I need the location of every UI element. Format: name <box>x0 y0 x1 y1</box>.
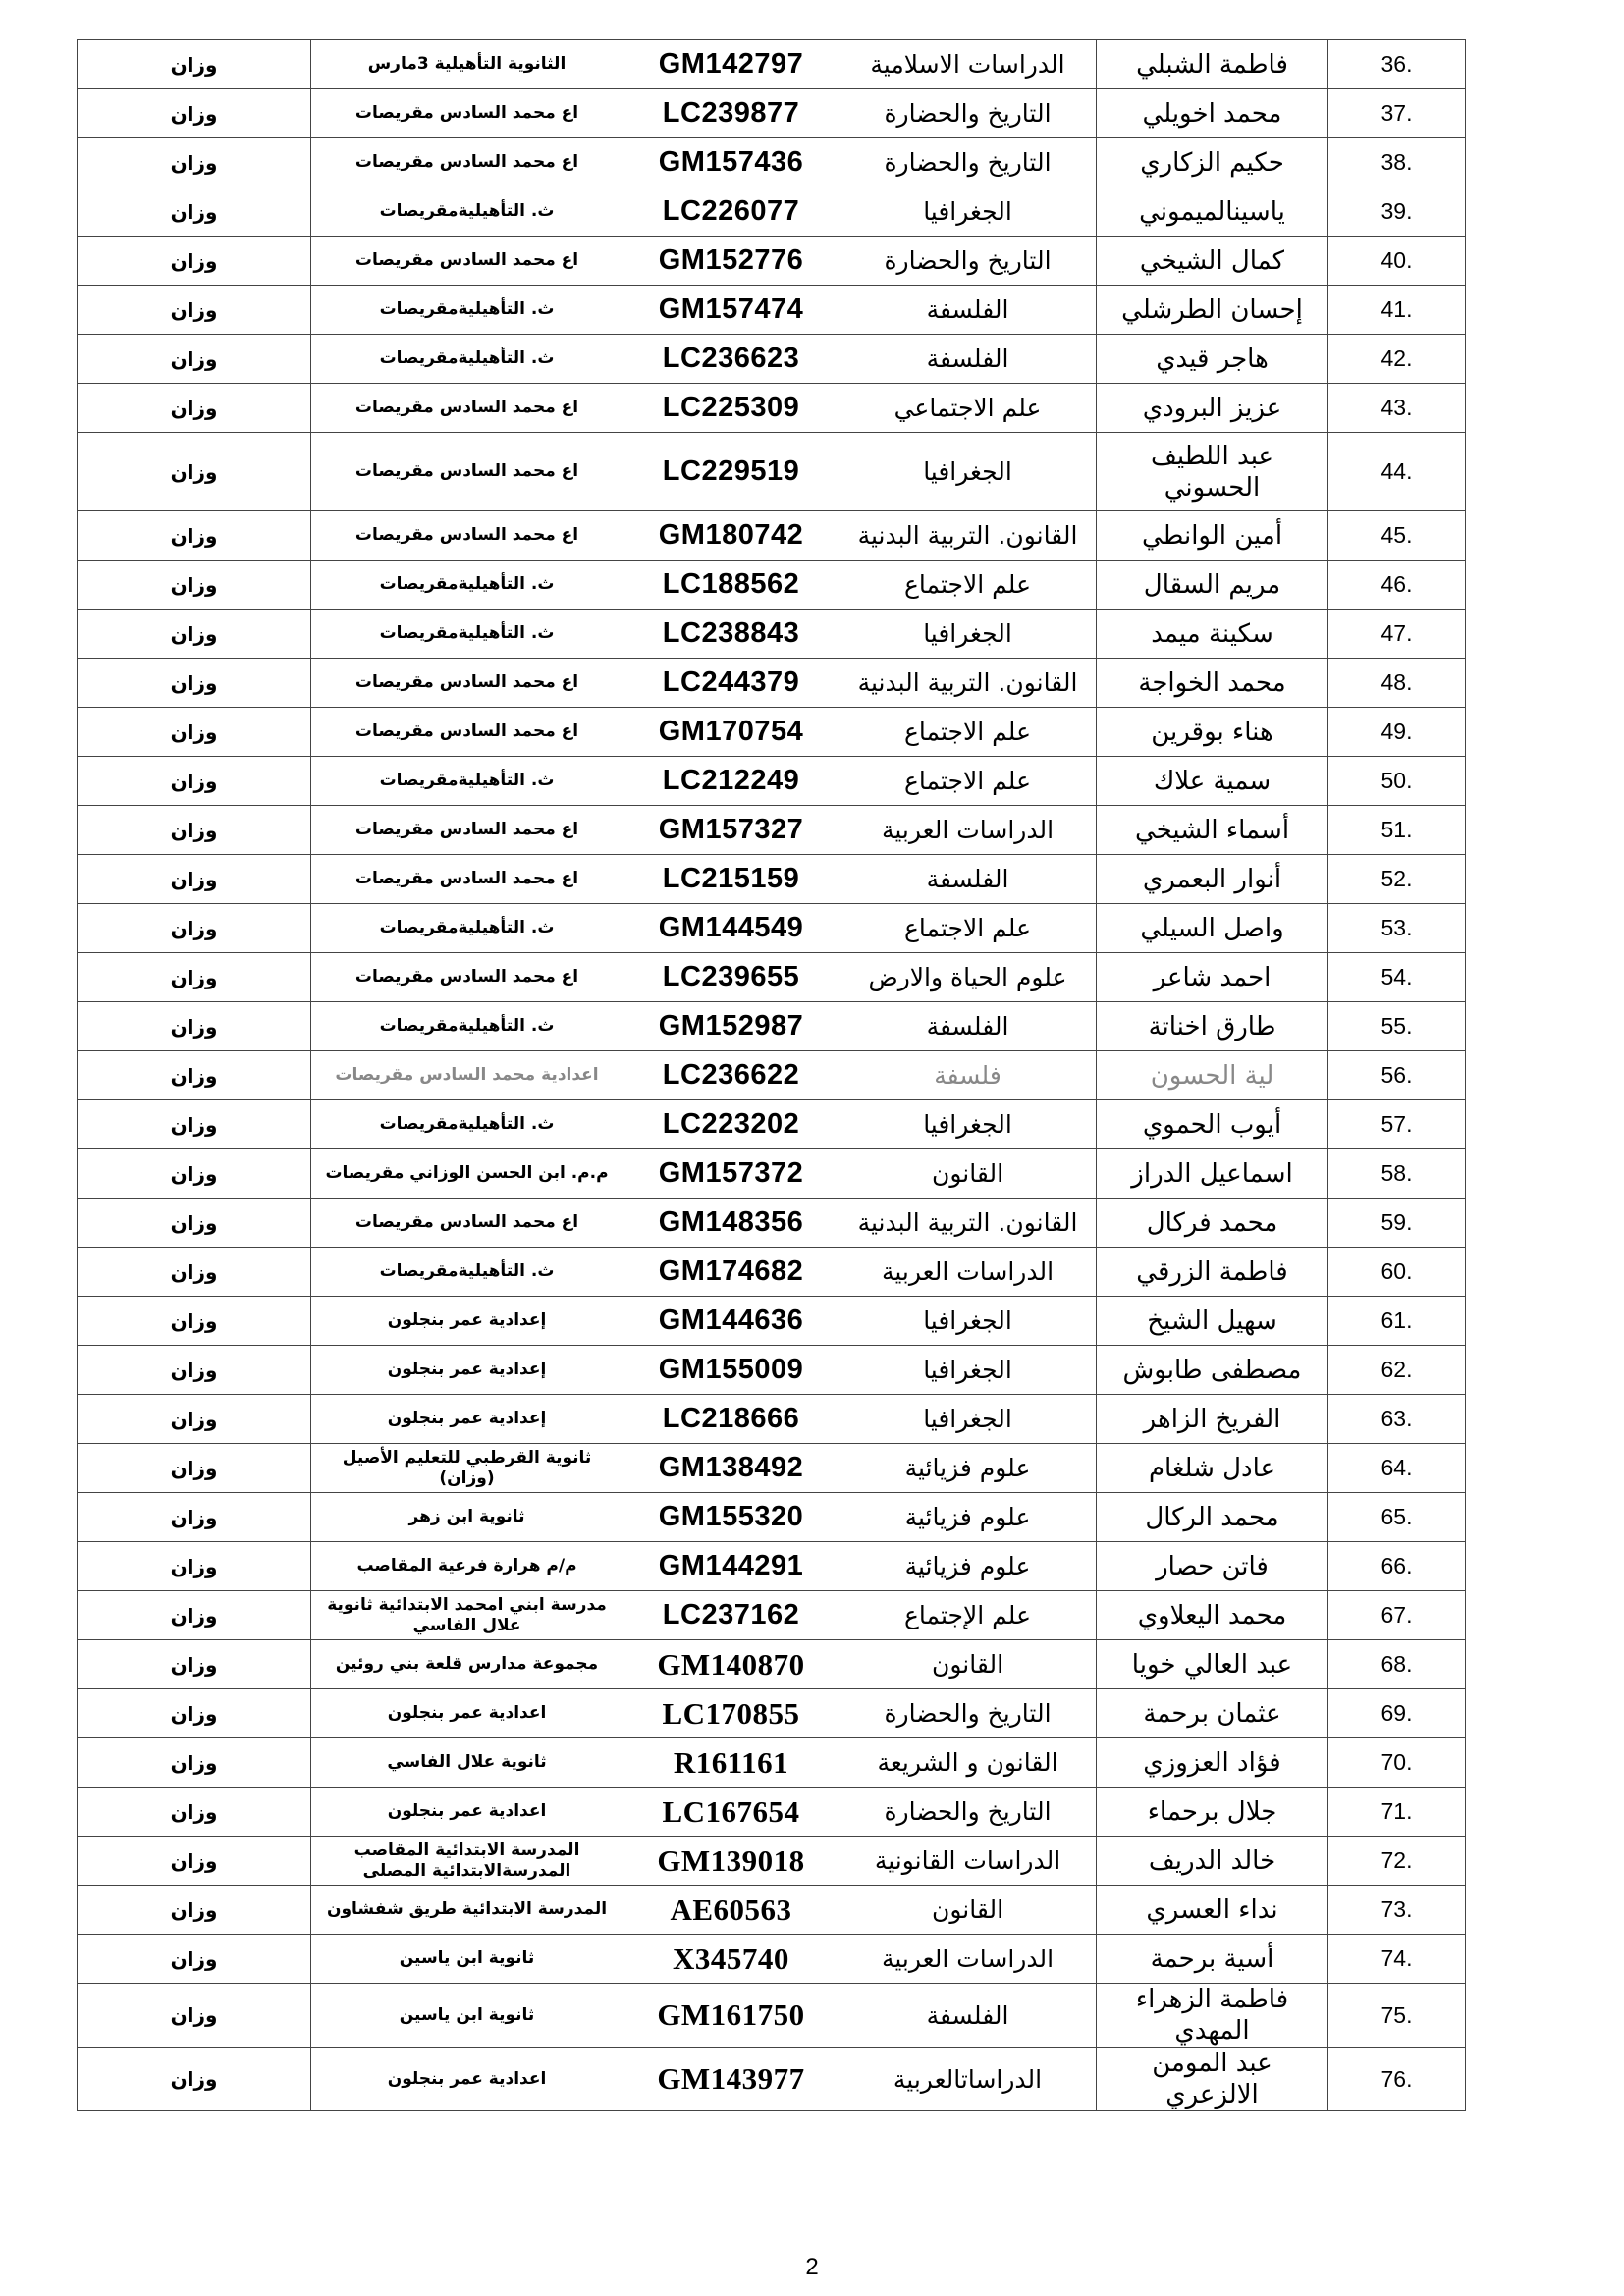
row-number-cell: 68. <box>1328 1640 1466 1689</box>
specialty-cell: علوم فزيائية <box>839 1493 1097 1542</box>
row-number-cell: 75. <box>1328 1984 1466 2048</box>
city-cell: وزان <box>78 757 311 806</box>
name-cell: أنوار البعمري <box>1097 855 1328 904</box>
name-cell: أسماء الشيخي <box>1097 806 1328 855</box>
table-row <box>78 953 1466 1002</box>
city-cell: وزان <box>78 2048 311 2111</box>
school-cell: اعدادية عمر بنجلون <box>311 2048 623 2111</box>
specialty-cell: علوم فزيائية <box>839 1444 1097 1493</box>
id-number-cell: GM139018 <box>623 1837 839 1886</box>
city-cell: وزان <box>78 1199 311 1248</box>
table-row <box>78 1297 1466 1346</box>
school-cell: اع محمد السادس مقريصات <box>311 511 623 561</box>
name-cell: سكينة ميمد <box>1097 610 1328 659</box>
id-number-cell: LC167654 <box>623 1788 839 1837</box>
id-number-cell: AE60563 <box>623 1886 839 1935</box>
specialty-cell: الدراسات الاسلامية <box>839 40 1097 89</box>
id-number-cell: LC239877 <box>623 89 839 138</box>
table-row <box>78 433 1466 511</box>
specialty-cell: الجغرافيا <box>839 187 1097 237</box>
specialty-cell: التاريخ والحضارة <box>839 138 1097 187</box>
id-number-cell: GM142797 <box>623 40 839 89</box>
school-cell: ث. التأهيليةمقريصات <box>311 187 623 237</box>
table-row <box>78 1444 1466 1493</box>
specialty-cell: علوم الحياة والارض <box>839 953 1097 1002</box>
row-number-cell: 46. <box>1328 561 1466 610</box>
school-cell: ثانوية علال الفاسي <box>311 1738 623 1788</box>
table-row <box>78 757 1466 806</box>
school-cell: ث. التأهيليةمقريصات <box>311 286 623 335</box>
id-number-cell: GM157327 <box>623 806 839 855</box>
specialty-cell: القانون <box>839 1886 1097 1935</box>
specialty-cell: الفلسفة <box>839 1002 1097 1051</box>
table-row <box>78 1100 1466 1149</box>
school-cell: إعدادية عمر بنجلون <box>311 1297 623 1346</box>
name-cell: عبد اللطيف الحسوني <box>1097 433 1328 511</box>
city-cell: وزان <box>78 89 311 138</box>
page-number: 2 <box>805 2254 819 2280</box>
name-cell: لية الحسون <box>1097 1051 1328 1100</box>
row-number-cell: 67. <box>1328 1591 1466 1640</box>
school-cell: اع محمد السادس مقريصات <box>311 89 623 138</box>
city-cell: وزان <box>78 561 311 610</box>
id-number-cell: GM180742 <box>623 511 839 561</box>
name-cell: مريم السقال <box>1097 561 1328 610</box>
table-row <box>78 1738 1466 1788</box>
table-row <box>78 335 1466 384</box>
school-cell: مجموعة مدارس قلعة بني روئين <box>311 1640 623 1689</box>
school-cell: اعدادية عمر بنجلون <box>311 1689 623 1738</box>
city-cell: وزان <box>78 855 311 904</box>
name-cell: اسماعيل الدراز <box>1097 1149 1328 1199</box>
table-row <box>78 384 1466 433</box>
row-number-cell: 51. <box>1328 806 1466 855</box>
school-cell: ث. التأهيليةمقريصات <box>311 757 623 806</box>
city-cell: وزان <box>78 708 311 757</box>
school-cell: ثانوية ابن ياسين <box>311 1984 623 2048</box>
table-row <box>78 89 1466 138</box>
school-cell: ث. التأهيليةمقريصات <box>311 335 623 384</box>
specialty-cell: علم الاجتماع <box>839 904 1097 953</box>
name-cell: خالد الدريف <box>1097 1837 1328 1886</box>
id-number-cell: GM138492 <box>623 1444 839 1493</box>
table-row <box>78 40 1466 89</box>
name-cell: فاطمة الزهراء المهدي <box>1097 1984 1328 2048</box>
name-cell: حكيم الزكاري <box>1097 138 1328 187</box>
name-cell: أمين الوانطي <box>1097 511 1328 561</box>
table-row <box>78 1935 1466 1984</box>
id-number-cell: GM143977 <box>623 2048 839 2111</box>
specialty-cell: علوم فزيائية <box>839 1542 1097 1591</box>
table-row <box>78 1886 1466 1935</box>
row-number-cell: 47. <box>1328 610 1466 659</box>
table-row <box>78 1788 1466 1837</box>
school-cell: اع محمد السادس مقريصات <box>311 138 623 187</box>
id-number-cell: LC239655 <box>623 953 839 1002</box>
name-cell: سهيل الشيخ <box>1097 1297 1328 1346</box>
table-row <box>78 1395 1466 1444</box>
city-cell: وزان <box>78 1149 311 1199</box>
name-cell: هناء بوقرين <box>1097 708 1328 757</box>
school-cell: إعدادية عمر بنجلون <box>311 1395 623 1444</box>
city-cell: وزان <box>78 1591 311 1640</box>
specialty-cell: التاريخ والحضارة <box>839 89 1097 138</box>
specialty-cell: الدراسات العربية <box>839 806 1097 855</box>
name-cell: فاطمة الزرقي <box>1097 1248 1328 1297</box>
city-cell: وزان <box>78 953 311 1002</box>
school-cell: ثانوية ابن زهر <box>311 1493 623 1542</box>
row-number-cell: 64. <box>1328 1444 1466 1493</box>
city-cell: وزان <box>78 1738 311 1788</box>
school-cell: ث. التأهيليةمقريصات <box>311 1100 623 1149</box>
id-number-cell: LC170855 <box>623 1689 839 1738</box>
school-cell: اع محمد السادس مقريصات <box>311 806 623 855</box>
specialty-cell: علم الاجتماعي <box>839 384 1097 433</box>
name-cell: الفريخ الزاهر <box>1097 1395 1328 1444</box>
row-number-cell: 73. <box>1328 1886 1466 1935</box>
id-number-cell: GM174682 <box>623 1248 839 1297</box>
table-row <box>78 1493 1466 1542</box>
specialty-cell: الدراسات القانونية <box>839 1837 1097 1886</box>
table-row <box>78 806 1466 855</box>
table-row <box>78 561 1466 610</box>
row-number-cell: 53. <box>1328 904 1466 953</box>
id-number-cell: LC226077 <box>623 187 839 237</box>
city-cell: وزان <box>78 40 311 89</box>
school-cell: اع محمد السادس مقريصات <box>311 659 623 708</box>
specialty-cell: الجغرافيا <box>839 610 1097 659</box>
school-cell: ثانوية القرطبي للتعليم الأصيل (وزان) <box>311 1444 623 1493</box>
name-cell: نداء العسري <box>1097 1886 1328 1935</box>
city-cell: وزان <box>78 335 311 384</box>
specialty-cell: التاريخ والحضارة <box>839 237 1097 286</box>
table-row <box>78 237 1466 286</box>
row-number-cell: 42. <box>1328 335 1466 384</box>
id-number-cell: GM157474 <box>623 286 839 335</box>
name-cell: أيوب الحموي <box>1097 1100 1328 1149</box>
name-cell: عزيز البرودي <box>1097 384 1328 433</box>
city-cell: وزان <box>78 187 311 237</box>
school-cell: إعدادية عمر بنجلون <box>311 1346 623 1395</box>
table-row <box>78 1640 1466 1689</box>
row-number-cell: 37. <box>1328 89 1466 138</box>
id-number-cell: GM161750 <box>623 1984 839 2048</box>
city-cell: وزان <box>78 1297 311 1346</box>
row-number-cell: 70. <box>1328 1738 1466 1788</box>
city-cell: وزان <box>78 1542 311 1591</box>
table-row <box>78 1149 1466 1199</box>
name-cell: إحسان الطرشلي <box>1097 286 1328 335</box>
specialty-cell: علم الاجتماع <box>839 561 1097 610</box>
city-cell: وزان <box>78 286 311 335</box>
name-cell: طارق اخناتة <box>1097 1002 1328 1051</box>
row-number-cell: 61. <box>1328 1297 1466 1346</box>
id-number-cell: LC188562 <box>623 561 839 610</box>
city-cell: وزان <box>78 237 311 286</box>
row-number-cell: 72. <box>1328 1837 1466 1886</box>
city-cell: وزان <box>78 1002 311 1051</box>
specialty-cell: الجغرافيا <box>839 1297 1097 1346</box>
name-cell: مصطفى طابوش <box>1097 1346 1328 1395</box>
city-cell: وزان <box>78 1444 311 1493</box>
school-cell: اعدادية محمد السادس مقريصات <box>311 1051 623 1100</box>
table-row <box>78 138 1466 187</box>
name-cell: احمد شاعر <box>1097 953 1328 1002</box>
city-cell: وزان <box>78 610 311 659</box>
city-cell: وزان <box>78 1346 311 1395</box>
specialty-cell: الجغرافيا <box>839 1395 1097 1444</box>
name-cell: فاطمة الشبلي <box>1097 40 1328 89</box>
name-cell: عبد العالي خويا <box>1097 1640 1328 1689</box>
id-number-cell: LC236623 <box>623 335 839 384</box>
table-row <box>78 1051 1466 1100</box>
specialty-cell: القانون. التربية البدنية <box>839 659 1097 708</box>
row-number-cell: 40. <box>1328 237 1466 286</box>
specialty-cell: القانون. التربية البدنية <box>839 1199 1097 1248</box>
id-number-cell: LC229519 <box>623 433 839 511</box>
id-number-cell: LC215159 <box>623 855 839 904</box>
table-row <box>78 659 1466 708</box>
row-number-cell: 39. <box>1328 187 1466 237</box>
id-number-cell: GM170754 <box>623 708 839 757</box>
school-cell: المدرسة الابتدائية المقاصب المدرسةالابتدائية المصلى <box>311 1837 623 1886</box>
row-number-cell: 58. <box>1328 1149 1466 1199</box>
row-number-cell: 76. <box>1328 2048 1466 2111</box>
table-row <box>78 286 1466 335</box>
id-number-cell: LC244379 <box>623 659 839 708</box>
row-number-cell: 74. <box>1328 1935 1466 1984</box>
row-number-cell: 54. <box>1328 953 1466 1002</box>
specialty-cell: علم الاجتماع <box>839 708 1097 757</box>
name-cell: ياسينالميموني <box>1097 187 1328 237</box>
row-number-cell: 56. <box>1328 1051 1466 1100</box>
specialty-cell: الجغرافيا <box>839 1346 1097 1395</box>
school-cell: ث. التأهيليةمقريصات <box>311 1248 623 1297</box>
name-cell: محمد اخويلي <box>1097 89 1328 138</box>
name-cell: عبد المومن الالزعري <box>1097 2048 1328 2111</box>
name-cell: جلال برحماء <box>1097 1788 1328 1837</box>
id-number-cell: GM155320 <box>623 1493 839 1542</box>
table-row <box>78 187 1466 237</box>
city-cell: وزان <box>78 1395 311 1444</box>
school-cell: اع محمد السادس مقريصات <box>311 384 623 433</box>
school-cell: ثانوية ابن ياسين <box>311 1935 623 1984</box>
row-number-cell: 57. <box>1328 1100 1466 1149</box>
school-cell: اع محمد السادس مقريصات <box>311 433 623 511</box>
city-cell: وزان <box>78 138 311 187</box>
id-number-cell: GM157372 <box>623 1149 839 1199</box>
name-cell: عثمان برحمة <box>1097 1689 1328 1738</box>
city-cell: وزان <box>78 1100 311 1149</box>
id-number-cell: GM155009 <box>623 1346 839 1395</box>
specialty-cell: الفلسفة <box>839 855 1097 904</box>
city-cell: وزان <box>78 433 311 511</box>
specialty-cell: فلسفة <box>839 1051 1097 1100</box>
name-cell: محمد الخواجة <box>1097 659 1328 708</box>
city-cell: وزان <box>78 1837 311 1886</box>
table-row <box>78 1689 1466 1738</box>
table-row <box>78 904 1466 953</box>
id-number-cell: GM144549 <box>623 904 839 953</box>
row-number-cell: 69. <box>1328 1689 1466 1738</box>
row-number-cell: 65. <box>1328 1493 1466 1542</box>
city-cell: وزان <box>78 904 311 953</box>
specialty-cell: الفلسفة <box>839 335 1097 384</box>
school-cell: اع محمد السادس مقريصات <box>311 237 623 286</box>
school-cell: اع محمد السادس مقريصات <box>311 953 623 1002</box>
specialty-cell: التاريخ والحضارة <box>839 1689 1097 1738</box>
specialty-cell: علم الإجتماع <box>839 1591 1097 1640</box>
city-cell: وزان <box>78 1640 311 1689</box>
table-row <box>78 1248 1466 1297</box>
city-cell: وزان <box>78 1051 311 1100</box>
specialty-cell: القانون. التربية البدنية <box>839 511 1097 561</box>
row-number-cell: 60. <box>1328 1248 1466 1297</box>
id-number-cell: GM148356 <box>623 1199 839 1248</box>
table-row <box>78 610 1466 659</box>
id-number-cell: LC225309 <box>623 384 839 433</box>
id-number-cell: LC238843 <box>623 610 839 659</box>
school-cell: م.م. ابن الحسن الوزاني مقريصات <box>311 1149 623 1199</box>
name-cell: سمية علاك <box>1097 757 1328 806</box>
id-number-cell: LC212249 <box>623 757 839 806</box>
name-cell: محمد اليعلاوي <box>1097 1591 1328 1640</box>
city-cell: وزان <box>78 1689 311 1738</box>
id-number-cell: GM152987 <box>623 1002 839 1051</box>
city-cell: وزان <box>78 1788 311 1837</box>
row-number-cell: 55. <box>1328 1002 1466 1051</box>
row-number-cell: 38. <box>1328 138 1466 187</box>
city-cell: وزان <box>78 659 311 708</box>
row-number-cell: 41. <box>1328 286 1466 335</box>
specialty-cell: الفلسفة <box>839 1984 1097 2048</box>
school-cell: المدرسة الابتدائية طريق شفشاون <box>311 1886 623 1935</box>
specialty-cell: القانون و الشريعة <box>839 1738 1097 1788</box>
specialty-cell: الدراساتالعربية <box>839 2048 1097 2111</box>
specialty-cell: القانون <box>839 1640 1097 1689</box>
id-number-cell: GM144636 <box>623 1297 839 1346</box>
school-cell: ث. التأهيليةمقريصات <box>311 610 623 659</box>
row-number-cell: 44. <box>1328 433 1466 511</box>
row-number-cell: 62. <box>1328 1346 1466 1395</box>
city-cell: وزان <box>78 1935 311 1984</box>
table-row <box>78 1984 1466 2048</box>
table-row <box>78 1002 1466 1051</box>
specialty-cell: الجغرافيا <box>839 433 1097 511</box>
table-row <box>78 1591 1466 1640</box>
school-cell: اع محمد السادس مقريصات <box>311 1199 623 1248</box>
row-number-cell: 48. <box>1328 659 1466 708</box>
row-number-cell: 49. <box>1328 708 1466 757</box>
id-number-cell: LC223202 <box>623 1100 839 1149</box>
row-number-cell: 45. <box>1328 511 1466 561</box>
name-cell: أسية برحمة <box>1097 1935 1328 1984</box>
name-cell: محمد الركال <box>1097 1493 1328 1542</box>
school-cell: ث. التأهيليةمقريصات <box>311 1002 623 1051</box>
specialty-cell: القانون <box>839 1149 1097 1199</box>
name-cell: واصل السيلي <box>1097 904 1328 953</box>
table-row <box>78 1346 1466 1395</box>
id-number-cell: LC218666 <box>623 1395 839 1444</box>
table-row <box>78 855 1466 904</box>
id-number-cell: GM157436 <box>623 138 839 187</box>
row-number-cell: 63. <box>1328 1395 1466 1444</box>
row-number-cell: 50. <box>1328 757 1466 806</box>
school-cell: اع محمد السادس مقريصات <box>311 855 623 904</box>
school-cell: ث. التأهيليةمقريصات <box>311 561 623 610</box>
specialty-cell: الفلسفة <box>839 286 1097 335</box>
id-number-cell: GM152776 <box>623 237 839 286</box>
specialty-cell: الجغرافيا <box>839 1100 1097 1149</box>
id-number-cell: X345740 <box>623 1935 839 1984</box>
table-row <box>78 511 1466 561</box>
school-cell: م/م هرارة فرعية المقاصب <box>311 1542 623 1591</box>
specialty-cell: التاريخ والحضارة <box>839 1788 1097 1837</box>
row-number-cell: 66. <box>1328 1542 1466 1591</box>
city-cell: وزان <box>78 1493 311 1542</box>
name-cell: فؤاد العزوزي <box>1097 1738 1328 1788</box>
row-number-cell: 36. <box>1328 40 1466 89</box>
school-cell: مدرسة ابني امحمد الابتدائية ثانوية علال الفاسي <box>311 1591 623 1640</box>
table-row <box>78 1542 1466 1591</box>
id-number-cell: GM144291 <box>623 1542 839 1591</box>
id-number-cell: LC236622 <box>623 1051 839 1100</box>
city-cell: وزان <box>78 1984 311 2048</box>
school-cell: اعدادية عمر بنجلون <box>311 1788 623 1837</box>
specialty-cell: علم الاجتماع <box>839 757 1097 806</box>
specialty-cell: الدراسات العربية <box>839 1935 1097 1984</box>
name-cell: عادل شلغام <box>1097 1444 1328 1493</box>
row-number-cell: 52. <box>1328 855 1466 904</box>
name-cell: هاجر قيدي <box>1097 335 1328 384</box>
city-cell: وزان <box>78 1248 311 1297</box>
school-cell: اع محمد السادس مقريصات <box>311 708 623 757</box>
city-cell: وزان <box>78 1886 311 1935</box>
name-cell: فاتن حصار <box>1097 1542 1328 1591</box>
row-number-cell: 59. <box>1328 1199 1466 1248</box>
table-row <box>78 1837 1466 1886</box>
id-number-cell: GM140870 <box>623 1640 839 1689</box>
candidates-table <box>77 39 1466 2111</box>
row-number-cell: 71. <box>1328 1788 1466 1837</box>
school-cell: الثانوية التأهيلية 3مارس <box>311 40 623 89</box>
name-cell: كمال الشيخي <box>1097 237 1328 286</box>
school-cell: ث. التأهيليةمقريصات <box>311 904 623 953</box>
city-cell: وزان <box>78 384 311 433</box>
city-cell: وزان <box>78 511 311 561</box>
city-cell: وزان <box>78 806 311 855</box>
specialty-cell: الدراسات العربية <box>839 1248 1097 1297</box>
name-cell: محمد فركال <box>1097 1199 1328 1248</box>
row-number-cell: 43. <box>1328 384 1466 433</box>
table-row <box>78 708 1466 757</box>
table-row <box>78 1199 1466 1248</box>
table-row <box>78 2048 1466 2111</box>
id-number-cell: R161161 <box>623 1738 839 1788</box>
candidates-table-body <box>78 40 1466 2111</box>
id-number-cell: LC237162 <box>623 1591 839 1640</box>
